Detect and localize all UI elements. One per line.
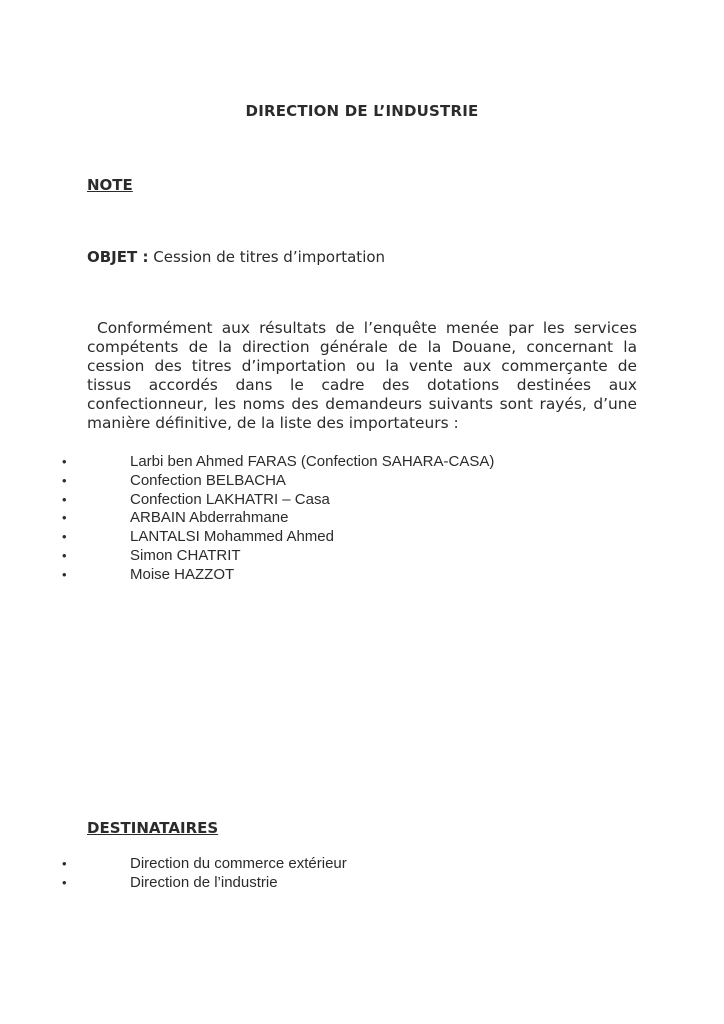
recipient-name: Direction de l’industrie bbox=[130, 873, 278, 891]
bullet-icon: • bbox=[62, 472, 67, 488]
bullet-icon: • bbox=[62, 566, 67, 582]
objet-label: OBJET : bbox=[87, 248, 149, 266]
bullet-icon: • bbox=[62, 491, 67, 507]
note-title: NOTE bbox=[87, 176, 133, 194]
recipients-title: DESTINATAIRES bbox=[87, 819, 219, 837]
bullet-icon: • bbox=[62, 874, 67, 890]
bullet-icon: • bbox=[62, 529, 67, 545]
bullet-icon: • bbox=[62, 856, 67, 871]
bullet-icon: • bbox=[62, 547, 67, 563]
importer-name: Simon CHATRIT bbox=[130, 546, 241, 564]
document-heading: DIRECTION DE L’INDUSTRIE bbox=[245, 102, 479, 120]
body-paragraph: Conformément aux résultats de l’enquête menée par les services compétents de la direction générale de la Douane, concernant la cession des titres d’importation ou la vente aux commerçante de tissus accordés dans le cadre des dotations destinées aux confectionneur, les noms des demandeurs suivants sont rayés, d’une manière définitive, de la liste des importateurs : bbox=[87, 319, 637, 432]
importer-name: Moise HAZZOT bbox=[130, 565, 235, 583]
recipient-name: Direction du commerce extérieur bbox=[130, 855, 347, 872]
importer-name: Confection LAKHATRI – Casa bbox=[130, 490, 330, 508]
bullet-icon: • bbox=[62, 510, 67, 526]
importer-name: LANTALSI Mohammed Ahmed bbox=[130, 528, 334, 546]
bullet-icon: • bbox=[62, 454, 67, 469]
importer-name: Confection BELBACHA bbox=[130, 471, 286, 489]
objet-text: Cession de titres d’importation bbox=[153, 248, 386, 266]
objet-line bbox=[87, 248, 385, 266]
importer-name: Larbi ben Ahmed FARAS (Confection SAHARA-CASA) bbox=[130, 453, 495, 470]
importer-name: ARBAIN Abderrahmane bbox=[130, 509, 289, 527]
